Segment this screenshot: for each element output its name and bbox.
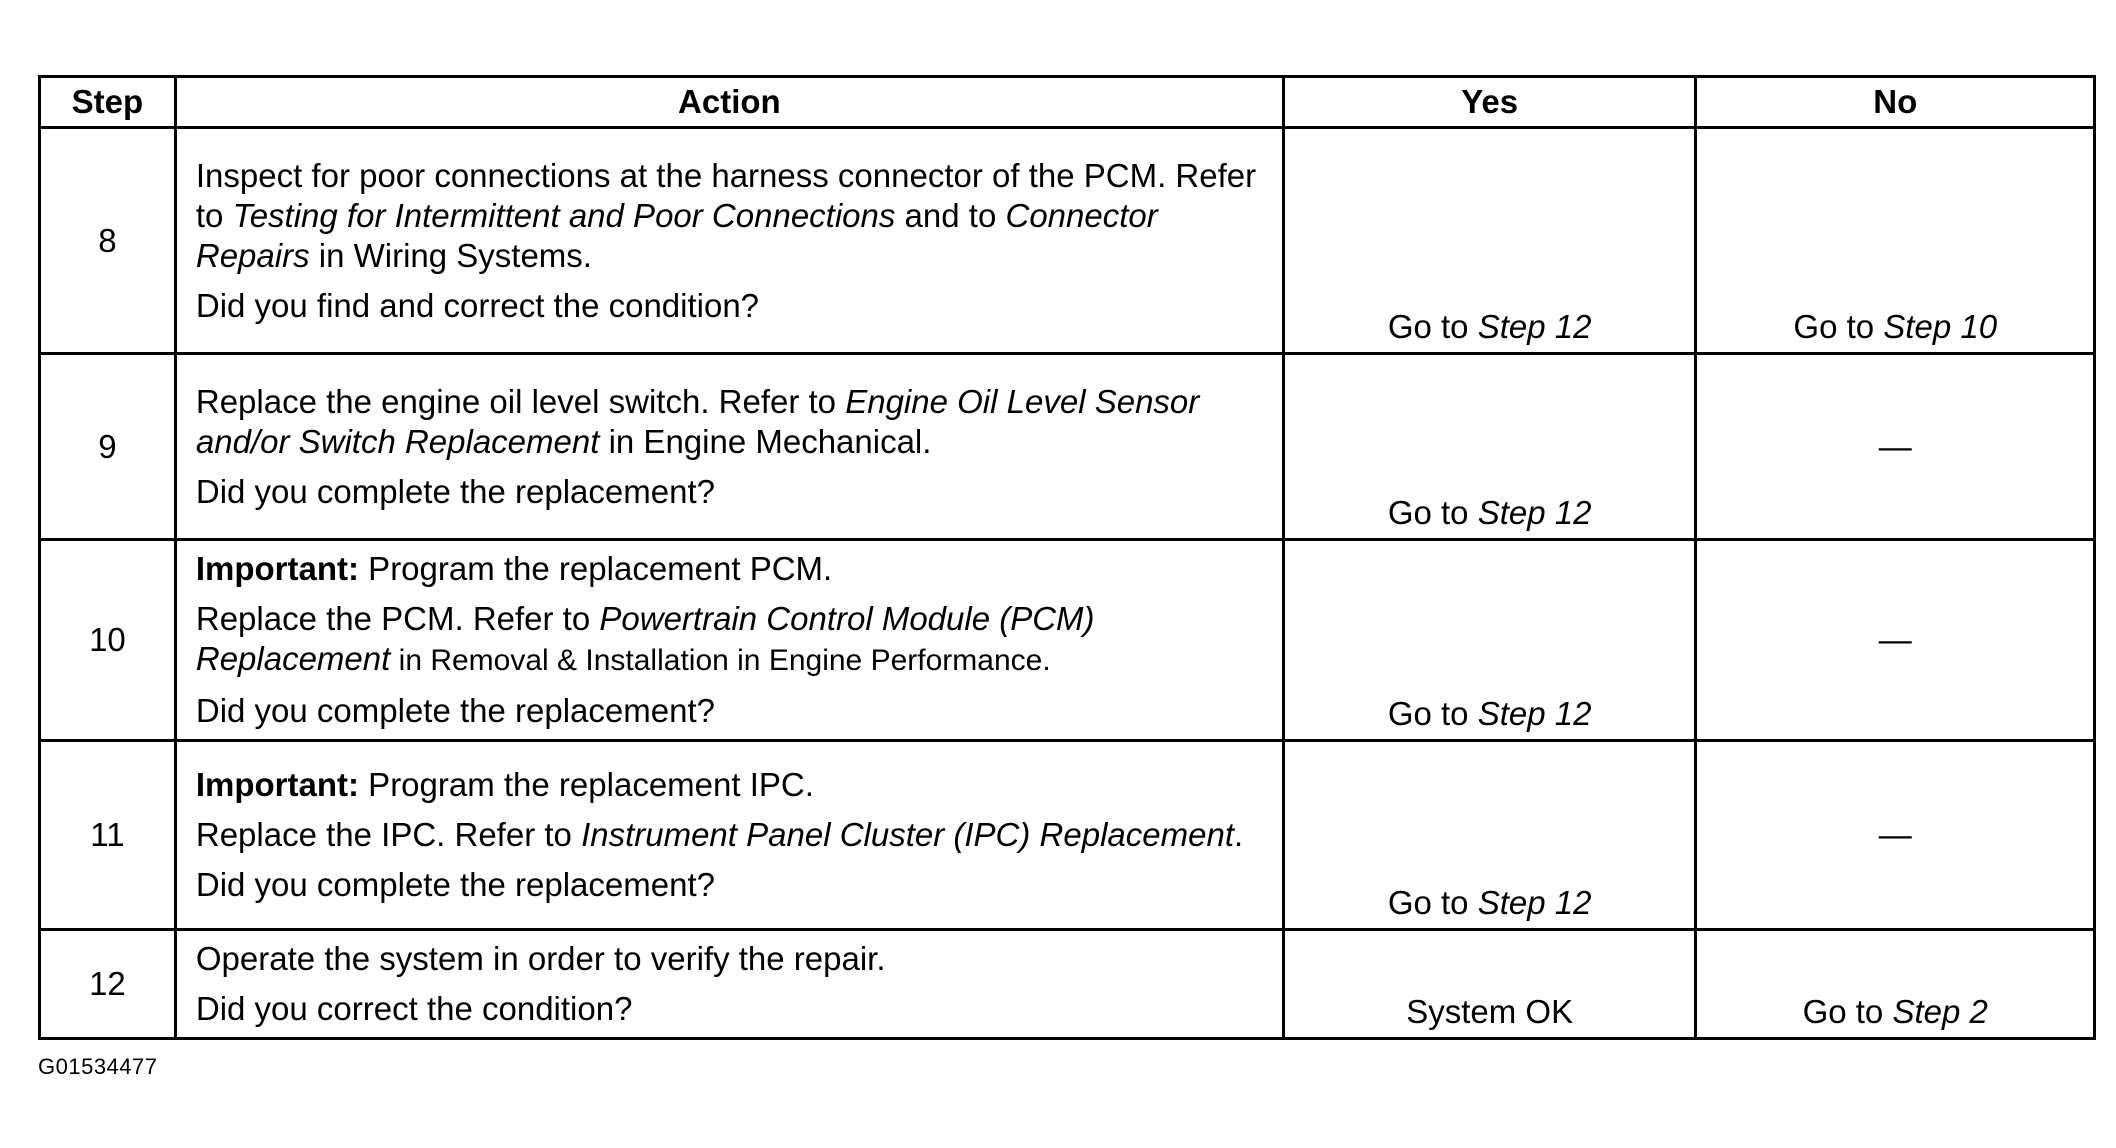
goto-step-link: Step 12	[1477, 884, 1592, 921]
important-note	[196, 765, 1268, 805]
not-applicable-dash: —	[1878, 816, 1912, 853]
header-row	[40, 77, 2095, 128]
yes-result-cell	[1283, 540, 1696, 741]
action-text-segment: Replace the IPC. Refer to	[195, 816, 582, 853]
reference-title: Connector Repairs	[195, 196, 1158, 274]
no-result-cell	[1696, 930, 2095, 1039]
yes-result-cell	[1283, 354, 1696, 540]
action-text-segment: Replace the PCM. Refer to	[195, 600, 600, 637]
no-result	[1697, 308, 2093, 346]
action-text-segment: Operate the system in order to verify the repair.	[195, 940, 886, 977]
goto-prefix: Go to	[1387, 695, 1478, 732]
procedure-page	[38, 75, 2096, 1040]
no-result-cell	[1696, 741, 2095, 930]
table-row	[40, 540, 2095, 741]
action-cell	[175, 540, 1283, 741]
important-label: Important:	[195, 766, 360, 803]
header-action: Action	[175, 77, 1283, 128]
reference-title: Testing for Intermittent and Poor Connections	[232, 196, 896, 234]
action-question: Did you complete the replacement?	[195, 692, 715, 729]
action-question: Did you correct the condition?	[195, 990, 633, 1027]
action-cell	[175, 930, 1283, 1039]
yes-result	[1285, 993, 1695, 1031]
goto-prefix: Go to	[1802, 993, 1893, 1030]
goto-prefix: Go to	[1387, 308, 1478, 345]
action-text	[196, 815, 1268, 855]
action-text-segment: in Engine Mechanical.	[599, 422, 932, 460]
goto-prefix: Go to	[1387, 884, 1478, 921]
action-text	[196, 156, 1268, 276]
action-cell	[175, 741, 1283, 930]
table-row	[40, 930, 2095, 1039]
step-number: 12	[40, 930, 176, 1039]
table-row	[40, 354, 2095, 540]
action-question: Did you find and correct the condition?	[195, 286, 760, 324]
header-no: No	[1696, 77, 2095, 128]
goto-step-link: Step 2	[1892, 993, 1988, 1030]
yes-result-cell	[1283, 930, 1696, 1039]
action-text	[196, 939, 1268, 979]
not-applicable-dash: —	[1878, 621, 1912, 658]
important-text: Program the replacement PCM.	[359, 550, 833, 587]
action-text	[196, 599, 1268, 681]
step-number: 9	[40, 354, 176, 540]
step-number: 11	[40, 741, 176, 930]
not-applicable-dash: —	[1878, 427, 1912, 465]
important-note	[196, 549, 1268, 589]
action-text-segment: Replace the engine oil level switch. Refer to	[195, 382, 846, 420]
reference-title: Engine Oil Level Sensor and/or Switch Replacement	[195, 382, 1200, 460]
yes-result	[1285, 494, 1695, 532]
reference-title: Instrument Panel Cluster (IPC) Replacement	[581, 816, 1234, 853]
action-question: Did you complete the replacement?	[195, 472, 715, 510]
yes-result-cell	[1283, 741, 1696, 930]
no-result	[1697, 993, 2093, 1031]
important-text: Program the replacement IPC.	[359, 766, 814, 803]
action-text-segment: in Removal & Installation in Engine Performance.	[390, 644, 1051, 677]
step-number: 8	[40, 128, 176, 354]
action-cell	[175, 128, 1283, 354]
header-step: Step	[40, 77, 176, 128]
action-text-segment: Inspect for poor connections at the harness connector of the PCM. Refer to	[195, 156, 1257, 234]
header-yes: Yes	[1283, 77, 1696, 128]
goto-step-link: Step 12	[1477, 308, 1592, 345]
goto-step-link: Step 12	[1477, 695, 1592, 732]
no-result-cell	[1696, 354, 2095, 540]
table-row	[40, 741, 2095, 930]
figure-id: G01534477	[38, 1054, 158, 1079]
yes-result	[1285, 884, 1695, 922]
table-body	[40, 128, 2095, 1039]
action-text	[196, 382, 1268, 462]
yes-result	[1285, 695, 1695, 733]
action-text-segment: .	[1234, 816, 1244, 853]
action-cell	[175, 354, 1283, 540]
table-row	[40, 128, 2095, 354]
goto-step-link: Step 12	[1477, 494, 1592, 531]
goto-prefix: Go to	[1793, 308, 1884, 345]
reference-title: Powertrain Control Module (PCM) Replacement	[195, 600, 1095, 677]
action-question: Did you complete the replacement?	[195, 866, 715, 903]
important-label: Important:	[195, 550, 360, 587]
action-text-segment: and to	[895, 196, 1006, 234]
no-result-cell	[1696, 128, 2095, 354]
goto-step-link: Step 10	[1883, 308, 1998, 345]
step-number: 10	[40, 540, 176, 741]
yes-result	[1285, 308, 1695, 346]
result-text: System OK	[1406, 993, 1574, 1030]
yes-result-cell	[1283, 128, 1696, 354]
diagnostic-table	[38, 75, 2096, 1040]
no-result-cell	[1696, 540, 2095, 741]
goto-prefix: Go to	[1387, 494, 1478, 531]
action-text-segment: in Wiring Systems.	[309, 236, 592, 274]
